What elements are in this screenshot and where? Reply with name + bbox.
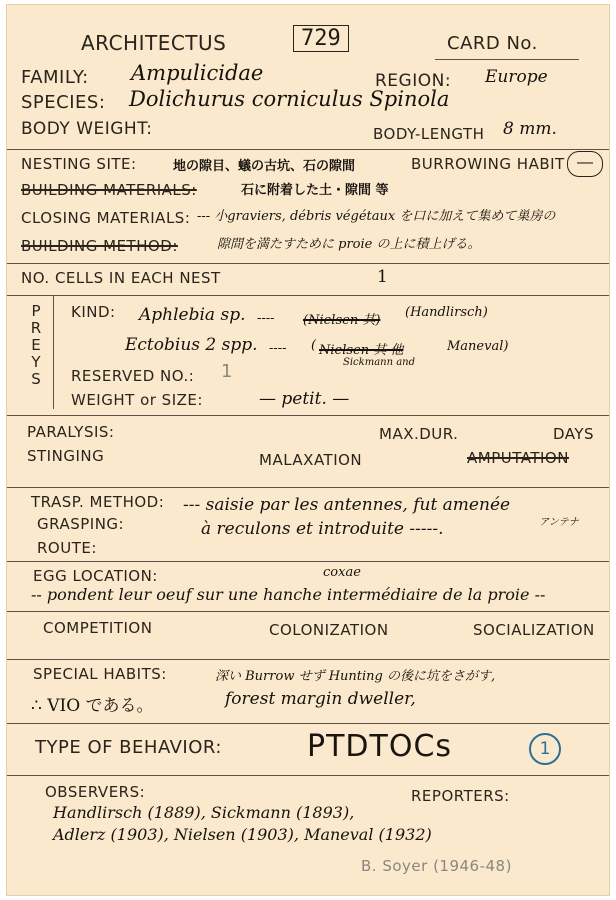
burrowing-habit-value: — [567,151,603,177]
transport-line-1: --- saisie par les antennes, fut amenée [183,495,511,515]
divider [7,659,609,660]
divider [7,263,609,264]
burrowing-habit-label: BURROWING HABIT [411,155,565,173]
body-length-value: 8 mm. [503,119,557,139]
reserved-value: 1 [221,361,233,382]
egg-location-value: -- pondent leur oeuf sur une hanche intermédiaire de la proie -- [31,585,546,604]
special-line-2: forest margin dweller, [225,689,416,709]
closing-materials-label: CLOSING MATERIALS: [21,209,191,227]
divider [7,295,609,296]
card-title: ARCHITECTUS [81,31,227,55]
observers-line-1: Handlirsch (1889), Sickmann (1893), [53,803,355,822]
observers-label: OBSERVERS: [45,783,146,801]
cells-label: NO. CELLS IN EACH NEST [21,269,221,287]
divider [7,415,609,416]
species-value: Dolichurus corniculus Spinola [129,87,450,111]
observers-line-2: Adlerz (1903), Nielsen (1903), Maneval (1932) [53,825,432,844]
species-label: SPECIES: [21,92,106,113]
kind-2-struck: Nielsen 其 他 [319,343,404,358]
divider [7,561,609,562]
body-weight-label: BODY WEIGHT: [21,119,153,139]
days-label: DAYS [553,425,595,443]
building-method-label: BUILDING METHOD: [21,237,178,255]
family-label: FAMILY: [21,67,89,88]
card-no-label: CARD No. [447,33,538,54]
preys-letter: E [31,336,41,354]
socialization-label: SOCIALIZATION [473,621,595,639]
kind-2-insert: Sickmann and [343,357,416,368]
region-label: REGION: [375,71,452,91]
transport-line-2: à reculons et introduite -----. [201,519,444,539]
divider [7,487,609,488]
card-number-box: 729 [293,25,349,52]
body-length-label: BODY-LENGTH [373,125,485,143]
special-line-1: 深い Burrow せず Hunting の後に坑をさがす, [215,669,496,684]
weight-value: — petit. — [259,389,350,409]
divider [7,149,609,150]
kind-label: KIND: [71,303,116,321]
kind-2-dash: ---- [269,341,287,356]
card-no-underline [435,59,579,60]
family-value: Ampulicidae [131,61,264,85]
kind-1-dash: ---- [257,311,275,326]
preys-letter: Y [31,353,41,371]
signature: B. Soyer (1946-48) [361,857,512,875]
competition-label: COMPETITION [43,619,153,637]
paralysis-label: PARALYSIS: [27,423,115,441]
colonization-label: COLONIZATION [269,621,389,639]
nesting-site-value: 地の隙目、蟻の古坑、石の隙間 [173,159,356,174]
index-card [6,4,610,896]
route-label: ROUTE: [37,539,97,557]
malaxation-label: MALAXATION [259,451,363,469]
egg-location-label: EGG LOCATION: [33,567,158,585]
divider [7,775,609,776]
kind-2-source: Maneval) [447,339,509,354]
region-value: Europe [485,67,548,87]
kind-2-open: ( [311,338,317,353]
behavior-label: TYPE OF BEHAVIOR: [35,737,222,758]
trasp-method-label: TRASP. METHOD: [31,493,165,511]
building-method-value: 隙間を満たすために proie の上に積上げる。 [217,237,481,252]
kind-1: Aphlebia sp. [139,305,246,325]
reserved-label: RESERVED NO.: [71,367,195,385]
building-materials-label: BUILDING MATERIALS: [21,181,197,199]
weight-label: WEIGHT or SIZE: [71,391,203,409]
preys-side-label [27,303,45,388]
preys-side-divider [53,295,54,409]
grasping-label: GRASPING: [37,515,125,533]
nesting-site-label: NESTING SITE: [21,155,137,173]
cells-value: 1 [377,267,388,287]
preys-letter: S [31,370,41,388]
kind-2: Ectobius 2 spp. [125,335,258,355]
kind-1-struck: (Nielsen 其) [303,313,381,328]
closing-materials-value: --- 小graviers, débris végétaux を口に加えて集めて巣房の [197,209,556,224]
special-line-2-prefix: ∴ VIO である。 [31,696,154,716]
divider [7,723,609,724]
behavior-value: PTDTOCs [307,729,453,764]
special-habits-label: SPECIAL HABITS: [33,665,167,683]
preys-letter: P [31,302,41,320]
amputation-label: AMPUTATION [467,449,569,467]
transport-note: アンテナ [539,517,579,528]
reporters-label: REPORTERS: [411,787,510,805]
egg-insert: coxae [323,565,361,580]
stinging-label: STINGING [27,447,105,465]
preys-letter: R [30,319,42,337]
behavior-circled-number: 1 [529,733,561,765]
max-dur-label: MAX.DUR. [379,425,459,443]
kind-1-source: (Handlirsch) [405,305,488,320]
divider [7,611,609,612]
building-materials-value: 石に附着した土・隙間 等 [241,183,389,198]
